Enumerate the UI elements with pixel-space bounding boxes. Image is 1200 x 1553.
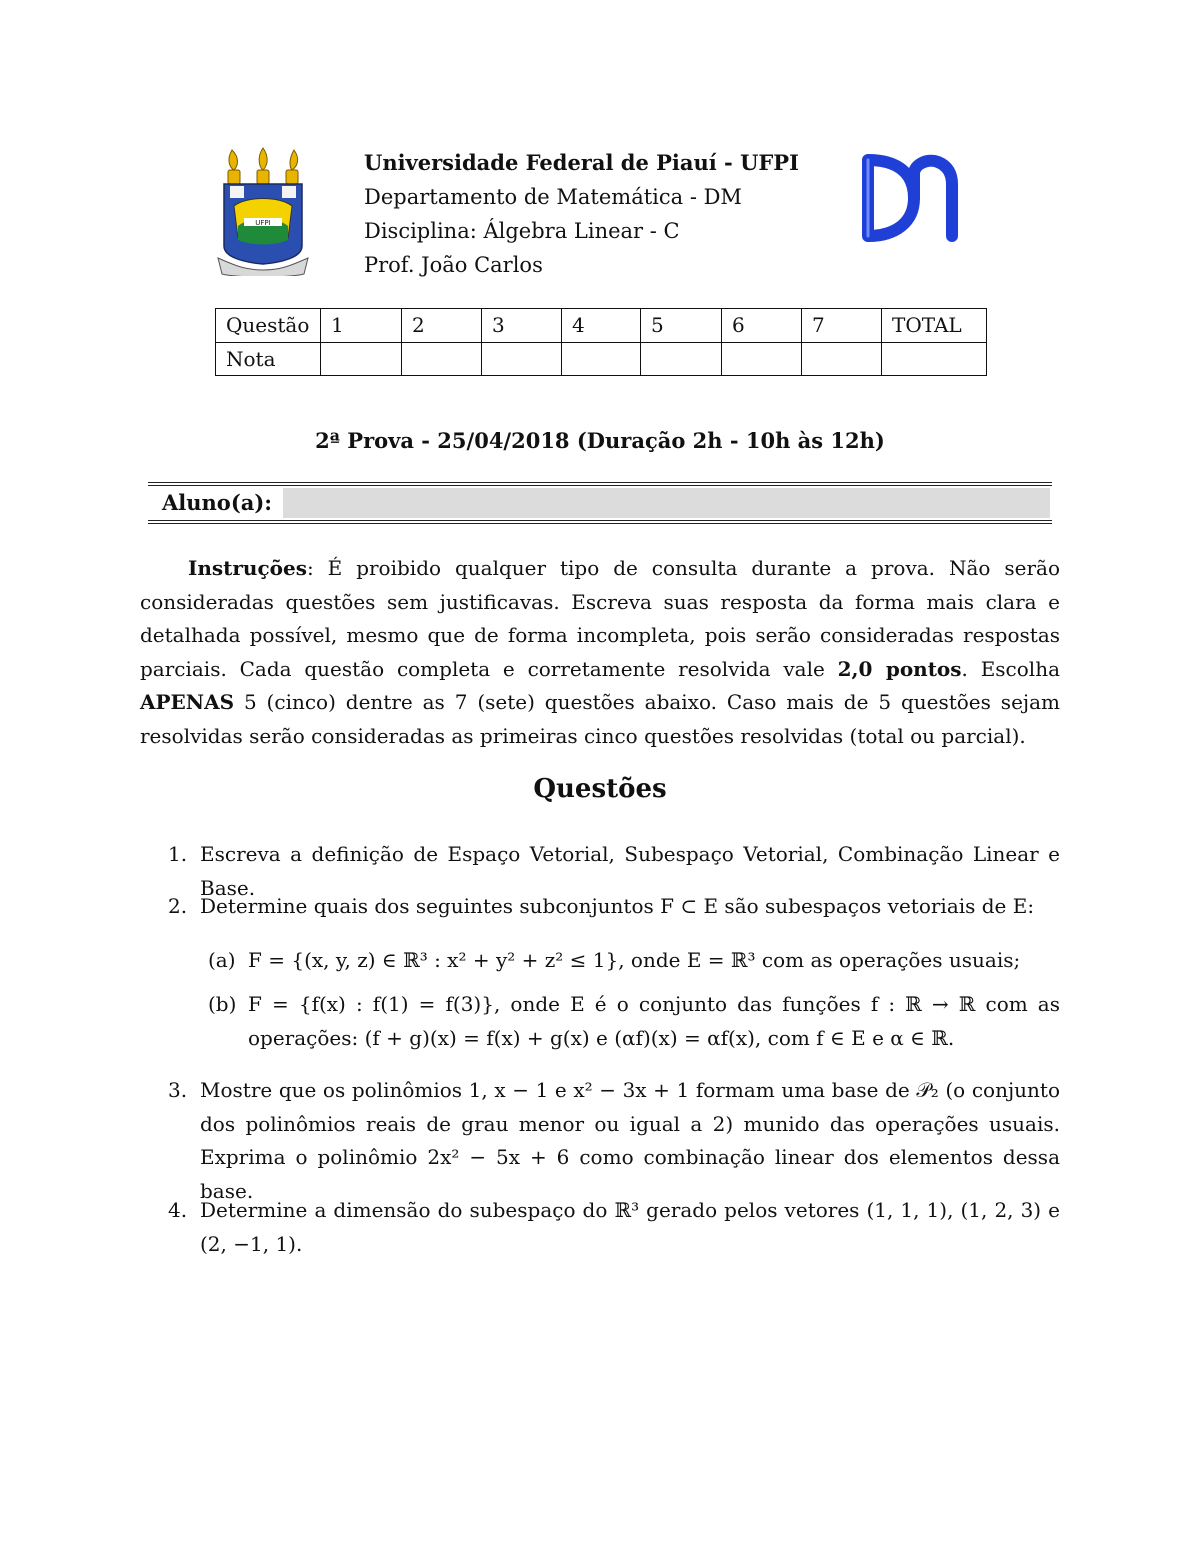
- score-cell-1[interactable]: [321, 342, 402, 376]
- rule-bottom: [148, 523, 1052, 524]
- instructions-points: 2,0 pontos: [837, 656, 962, 681]
- student-name-field[interactable]: [283, 488, 1050, 518]
- section-title: Questões: [533, 774, 667, 804]
- table-cell: 6: [722, 309, 802, 343]
- instructions-text-2: . Escolha: [961, 656, 1061, 681]
- score-cell-4[interactable]: [562, 342, 641, 376]
- rule-bottom-inner: [148, 520, 1052, 521]
- grade-table: [215, 308, 987, 376]
- score-cell-6[interactable]: [722, 342, 802, 376]
- table-cell: 2: [402, 309, 482, 343]
- grade-table-score-row: [216, 342, 987, 376]
- table-cell: 7: [802, 309, 882, 343]
- course-name: Disciplina: Álgebra Linear - C: [364, 219, 680, 243]
- question-3: [140, 1074, 1060, 1208]
- subquestion-a: [200, 944, 1060, 978]
- subquestion-label: (a): [208, 948, 236, 972]
- instructions-text-3: 5 (cinco) dentre as 7 (sete) questões abaixo. Caso mais de 5 questões sejam resolvidas serão consideradas as primeiras cinco questões resolvidas (total ou parcial).: [140, 690, 1060, 748]
- table-cell: TOTAL: [882, 309, 987, 343]
- grade-table-header-row: [216, 309, 987, 343]
- university-name: Universidade Federal de Piauí - UFPI: [364, 150, 799, 175]
- score-cell-5[interactable]: [641, 342, 722, 376]
- subquestion-label: (b): [208, 992, 237, 1016]
- question-4: [140, 1194, 1060, 1261]
- rule-top-inner: [148, 485, 1052, 486]
- question-2: [140, 890, 1060, 924]
- question-number: 2.: [168, 894, 188, 918]
- subquestion-text: F = {(x, y, z) ∈ ℝ³ : x² + y² + z² ≤ 1}, onde E = ℝ³ com as operações usuais;: [248, 948, 1021, 972]
- header-text: [364, 146, 799, 282]
- instructions-lead: Instruções: [188, 556, 307, 580]
- question-text: Determine quais dos seguintes subconjuntos F ⊂ E são subespaços vetoriais de E:: [200, 894, 1035, 918]
- question-number: 3.: [168, 1078, 188, 1102]
- rule-top: [148, 482, 1052, 483]
- table-cell: 3: [482, 309, 562, 343]
- score-cell-2[interactable]: [402, 342, 482, 376]
- question-text: Mostre que os polinômios 1, x − 1 e x² − 3x + 1 formam uma base de 𝒫₂ (o conjunto dos polinômios reais de grau menor ou igual a 2) munido das operações usuais. Exprima o polinômio 2x² − 5x + 6 como combinação linear dos elementos dessa base.: [200, 1078, 1060, 1203]
- score-cell-total[interactable]: [882, 342, 987, 376]
- ufpi-crest-logo: [216, 146, 310, 276]
- instructions-apenas: APENAS: [140, 690, 235, 715]
- score-cell-7[interactable]: [802, 342, 882, 376]
- table-cell: 5: [641, 309, 722, 343]
- subquestion-text: F = {f(x) : f(1) = f(3)}, onde E é o conjunto das funções f : ℝ → ℝ com as operações: (f + g)(x) = f(x) + g(x) e (αf)(x) = αf(x), com f ∈ E e α ∈ ℝ.: [248, 992, 1060, 1050]
- exam-title-text: 2ª Prova - 25/04/2018 (Duração 2h - 10h às 12h): [315, 428, 885, 453]
- question-text: Escreva a definição de Espaço Vetorial, Subespaço Vetorial, Combinação Linear e Base.: [200, 842, 1060, 900]
- exam-title: [0, 428, 1200, 453]
- instructions-text-1: : É proibido qualquer tipo de consulta durante a prova. Não serão consideradas questões sem justificavas. Escreva suas resposta da forma mais clara e detalhada possível, mesmo que de forma incompleta, pois serão consideradas respostas parciais. Cada questão completa e corretamente resolvida vale: [140, 556, 1060, 681]
- score-cell-3[interactable]: [482, 342, 562, 376]
- crest-text: UFPI: [255, 219, 271, 227]
- question-number: 4.: [168, 1198, 188, 1222]
- department-name: Departamento de Matemática - DM: [364, 185, 742, 209]
- student-label: Aluno(a):: [162, 490, 273, 515]
- professor-name: Prof. João Carlos: [364, 253, 543, 277]
- dm-logo: [856, 150, 966, 244]
- question-number: 1.: [168, 842, 188, 866]
- question-text: Determine a dimensão do subespaço do ℝ³ gerado pelos vetores (1, 1, 1), (1, 2, 3) e (2, −1, 1).: [200, 1198, 1060, 1256]
- instructions: [140, 552, 1060, 754]
- table-cell: Nota: [216, 342, 321, 376]
- table-cell: Questão: [216, 309, 321, 343]
- table-cell: 4: [562, 309, 641, 343]
- table-cell: 1: [321, 309, 402, 343]
- subquestion-b: [200, 988, 1060, 1055]
